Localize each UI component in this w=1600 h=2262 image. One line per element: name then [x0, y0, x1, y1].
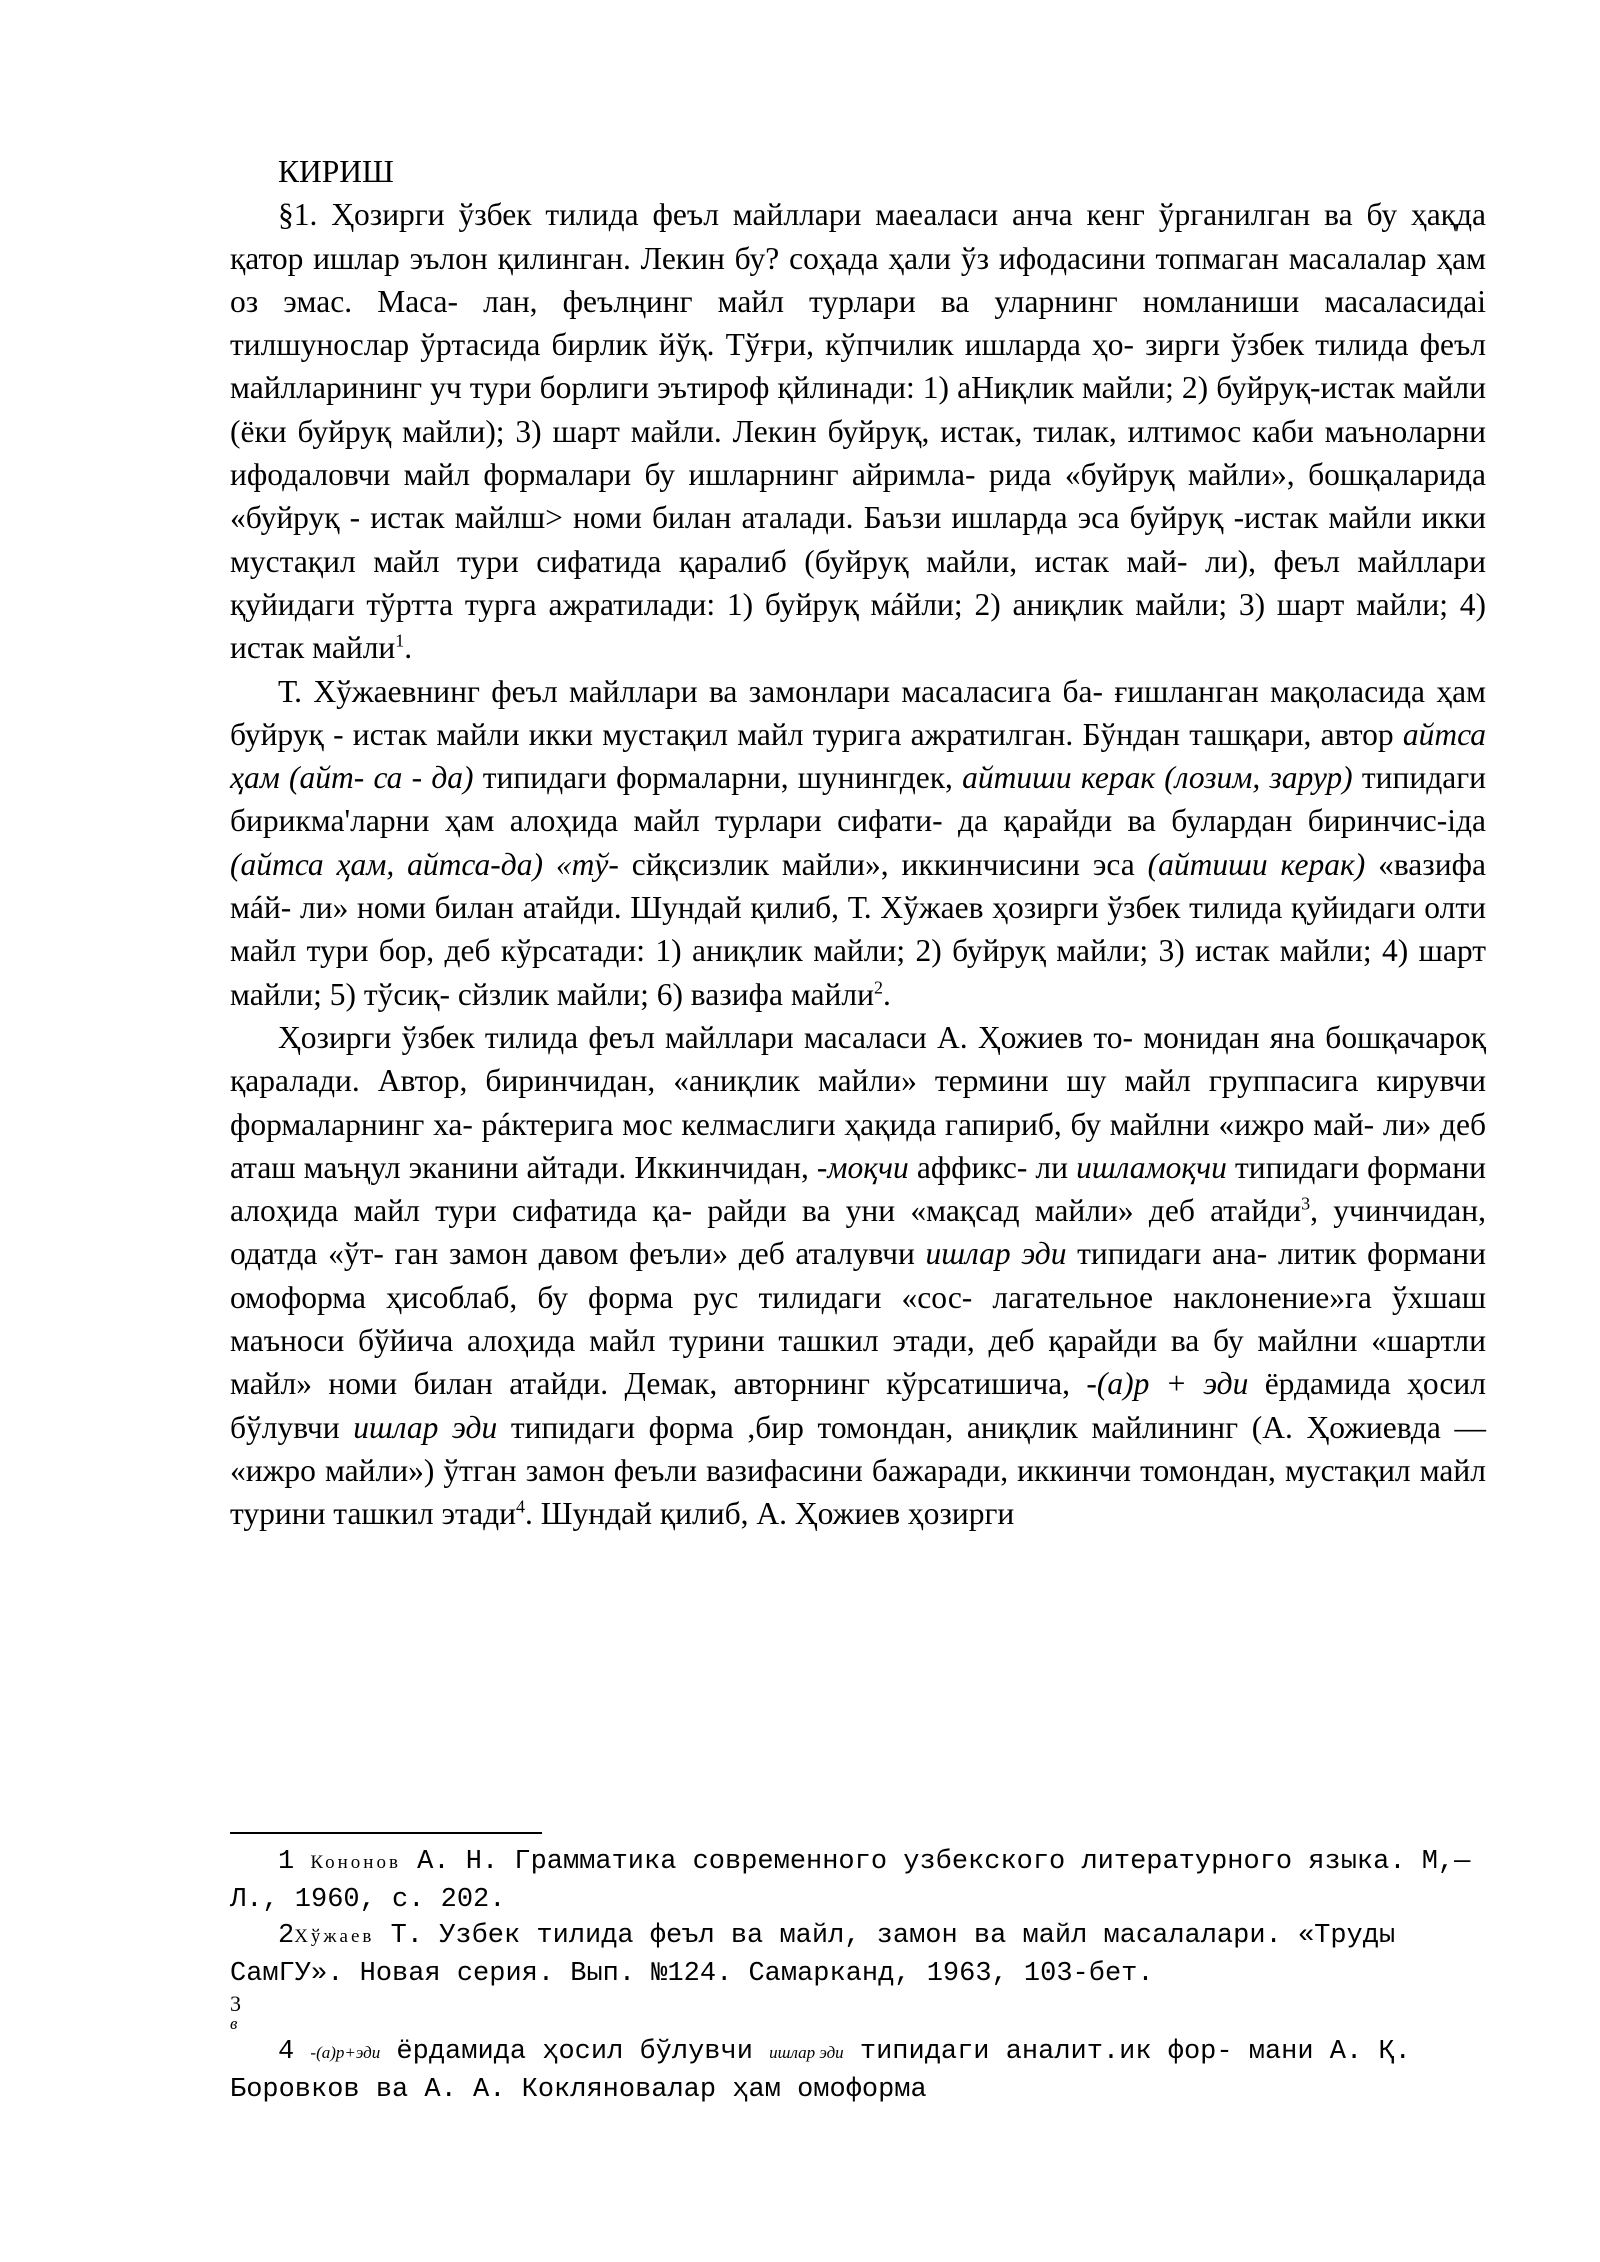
- paragraph-1-text: §1. Ҳозирги ўзбек тилида феъл майллари маеаласи анча кенг ўрганилган ва бу ҳақда қатор ишлар эълон қилинган. Лекин бу? соҳада ҳали ўз ифодасини топмаган масалалар ҳам оз эмас. Маса- лан, феълңинг майл турлари ва уларнинг номланиши масаласидаі тилшунослар ўртасида бирлик йўқ. Тўғри, кўпчилик ишларда ҳо- зирги ўзбек тилида феъл майлларининг уч тури борлиги эътироф қйлинади: 1) аНиқлик майли; 2) буйруқ-истак майли (ёки буйруқ майли); 3) шарт майли. Лекин буйруқ, истак, тилак, илтимос каби маъноларни ифодаловчи майл формалари бу ишларнинг айримла- рида «буйруқ майли», бошқаларида «буйруқ - истак майлш> номи билан аталади. Баъзи ишларда эса буйруқ -истак майли икки мустақил майл тури сифатида қаралиб (буйруқ майли, истак май- ли), феъл майллари қуйидаги тўртта турга ажратилади: 1) буйруқ мáйли; 2) аниқлик майли; 3) шарт майли; 4) истак майли: [230, 197, 1486, 666]
- footnote-ref-3: 3: [1301, 1193, 1311, 1214]
- paragraph-1: [230, 193, 1486, 669]
- paragraph-2-italic-c: (айтса ҳам, айтса-да) «тў-: [230, 846, 619, 882]
- paragraph-3: [230, 1016, 1486, 1536]
- paragraph-3-text-d: , учинчидан, одатда «ўт- ган замон давом феъли» деб аталувчи: [230, 1193, 1486, 1272]
- paragraph-2-text-e: «вазифа мáй- ли» номи билан атайди. Шундай қилиб, Т. Хўжаев ҳозирги ўзбек тилида қуйидаги олти майл тури бор, деб кўрсатади: 1) аниқлик майли; 2) буйруқ майли; 3) истак майли; 4) шарт майли; 5) тўсиқ- сйзлик майли; 6) вазифа майли: [230, 846, 1486, 1012]
- footnote-2: [230, 1918, 1486, 1992]
- paragraph-3-italic-a: -моқчи: [816, 1149, 909, 1185]
- paragraph-2-end: .: [882, 976, 891, 1012]
- footnote-4-affix: -(а)р+эди: [310, 2043, 381, 2062]
- paragraph-3-italic-b: ишламоқчи: [1076, 1149, 1227, 1185]
- paragraph-2: [230, 670, 1486, 1016]
- chapter-heading: КИРИШ: [278, 154, 394, 189]
- paragraph-3-text-e: типидаги ана- литик формани омоформа ҳисоблаб, бу форма рус тилидаги «сос- лагательное наклонение»га ўхшаш маъноси бўйича алоҳида майл турини ташкил этади, деб қарайди ва бу майлни «шартли майл» номи билан атайди. Демак, авторнинг кўрсатишича,: [230, 1236, 1486, 1402]
- paragraph-2-text-d: сйқсизлик майли», иккинчисини эса: [618, 846, 1148, 882]
- paragraph-3-end: . Шундай қилиб, А. Ҳожиев ҳозирги: [524, 1496, 1015, 1532]
- footnote-3-letter: в: [230, 2014, 238, 2033]
- footnote-4-number: 4: [278, 2037, 295, 2067]
- paragraph-2-italic-d: (айтиши керак): [1147, 846, 1366, 882]
- footnote-4-text-b: типидаги аналит.ик фор- мани А. Қ. Боровков ва А. А. Кокляновалар ҳам омоформа: [230, 2037, 1411, 2105]
- paragraph-3-italic-c: ишлар эди: [925, 1236, 1067, 1272]
- footnote-3-number: 3: [230, 1991, 241, 2016]
- paragraph-3-text-c: типидаги формани алоҳида майл тури сифатида қа- райди ва уни «мақсад майли» деб атайди: [230, 1149, 1487, 1229]
- footnotes: [230, 1844, 1486, 2108]
- footnote-4-form: ишлар эди: [769, 2043, 844, 2062]
- footnote-ref-4: 4: [515, 1496, 525, 1517]
- footnote-ref-1: 1: [395, 630, 405, 651]
- paragraph-1-end: .: [404, 630, 413, 666]
- footnote-1: [230, 1844, 1486, 1918]
- paragraph-2-text-c: типидаги бирикма'ларни ҳам алоҳида майл турлари сифати- да қарайди ва булардан биринчис-іда: [230, 760, 1487, 839]
- paragraph-3-text-f: ёрдамида ҳосил бўлувчи: [230, 1366, 1486, 1445]
- footnote-1-text: А. Н. Грамматика современного узбекского литературного языка. М,—Л., 1960, с. 202.: [230, 1847, 1471, 1915]
- footnote-4: [230, 2034, 1486, 2108]
- footnote-4-text-a: ёрдамида ҳосил бўлувчи: [380, 2037, 770, 2067]
- paragraph-3-italic-e: ишлар эди: [353, 1409, 498, 1445]
- footnote-ref-2: 2: [873, 977, 883, 998]
- footnote-2-author: Хўжаев: [294, 1926, 375, 1947]
- main-text: [230, 150, 1486, 1536]
- footnote-3: [230, 1991, 1486, 2034]
- paragraph-2-italic-a: айтса ҳам (айт- са - да): [230, 716, 1486, 796]
- footnote-1-number: 1: [278, 1847, 295, 1877]
- paragraph-2-text-a: Т. Хўжаевнинг феъл майллари ва замонлари масаласига ба- ғишланган мақоласида ҳам буйруқ - истак майли икки мустақил майл турига ажратилган. Бўндан ташқари, автор: [230, 673, 1486, 752]
- paragraph-2-text-b: типидаги формаларни, шунингдек,: [473, 760, 963, 796]
- footnote-1-author: Кононов: [310, 1852, 401, 1873]
- footnote-2-number: 2: [278, 1921, 295, 1951]
- paragraph-3-text-g: типидаги форма ,бир томондан, аниқлик майлининг (А. Ҳожиевда — «ижро майли») ўтган замон феъли вазифасини бажаради, иккинчи томондан, мустақил майл турини ташкил этади: [230, 1409, 1487, 1532]
- footnote-2-text: Т. Узбек тилида феъл ва майл, замон ва майл масалалари. «Труды СамГУ». Новая серия. Вып. №124. Самарканд, 1963, 103-бет.: [230, 1921, 1396, 1989]
- footnote-separator: [230, 1832, 542, 1834]
- paragraph-3-text-b: аффикс- ли: [908, 1149, 1077, 1185]
- paragraph-3-text-a: Ҳозирги ўзбек тилида феъл майллари масаласи А. Ҳожиев то- монидан яна бошқачароқ қаралади. Автор, биринчидан, «аниқлик майли» термини шу майл группасига кирувчи формаларнинг ха- рáктерига мос келмаслиги ҳақида гапириб, бу майлни «ижро май- ли» деб аташ маъңул эканини айтади. Иккинчидан,: [230, 1019, 1486, 1185]
- paragraph-2-italic-b: айтиши керак (лозим, зарур): [962, 760, 1353, 796]
- paragraph-3-italic-d: -(а)р + эди: [1086, 1366, 1249, 1402]
